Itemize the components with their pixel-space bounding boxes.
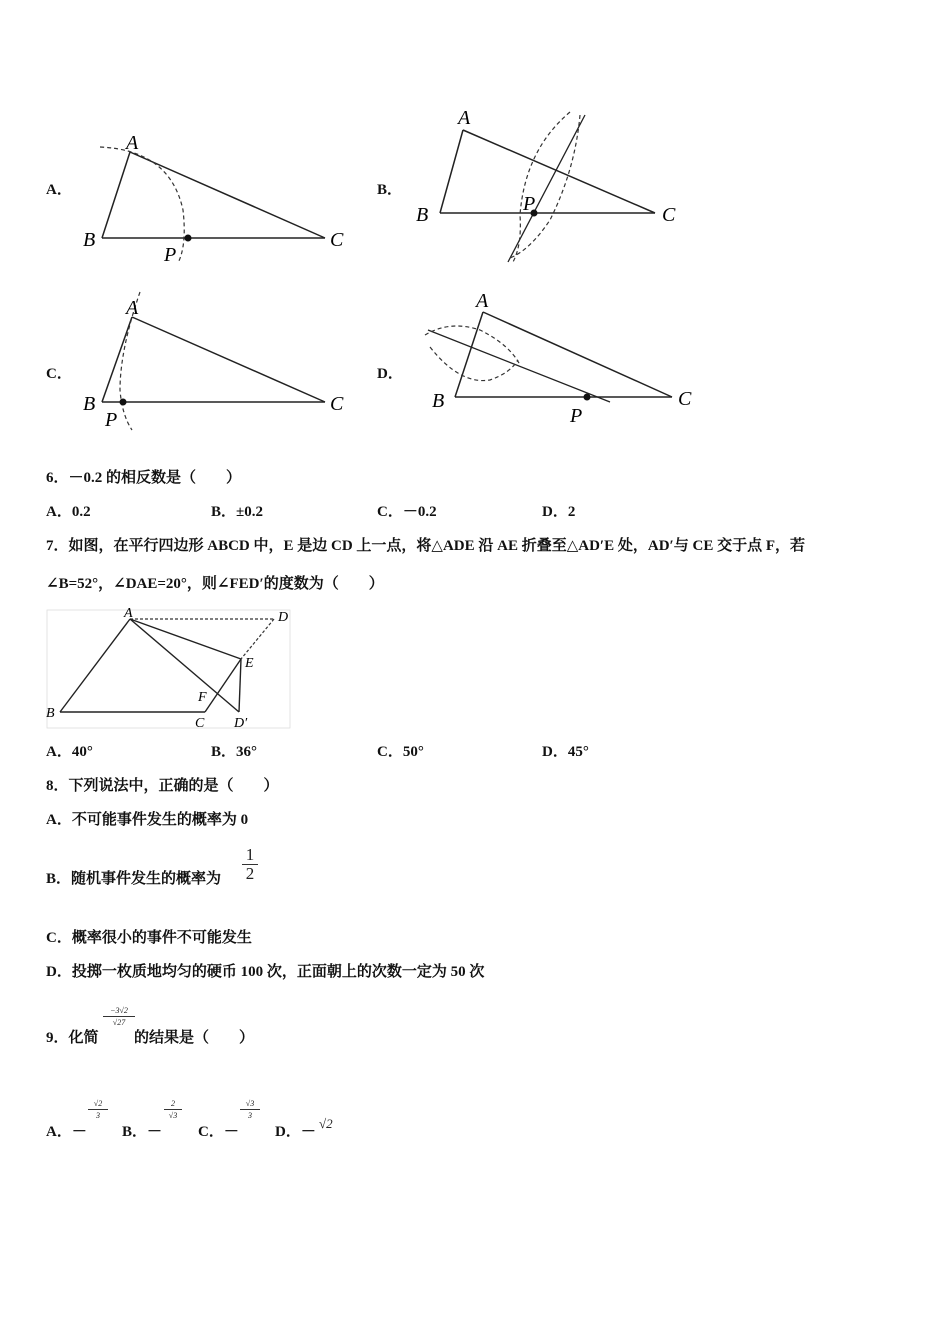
q6-option-b: B．±0.2 — [211, 504, 263, 520]
q7-point-a: A — [124, 606, 133, 621]
q7-point-c: C — [195, 716, 205, 731]
q9-option-a-denominator: 3 — [96, 1111, 100, 1120]
q7-stem-line1: 7．如图，在平行四边形 ABCD 中，E 是边 CD 上一点，将△ADE 沿 AE 折叠至△AD′E 处，AD′与 CE 交于点 F，若 — [46, 538, 806, 554]
q9-expression-denominator: √27 — [112, 1018, 126, 1027]
q7-point-e: E — [245, 656, 254, 671]
q6-option-a: A．0.2 — [46, 504, 91, 520]
q5c-point-b: B — [83, 393, 96, 415]
q9-option-b-denominator: √3 — [168, 1111, 178, 1120]
q5-option-c-label: C． — [46, 366, 72, 382]
q9-option-c-label: C．－ — [198, 1124, 239, 1140]
q6-option-c: C．－0.2 — [377, 504, 437, 520]
q5d-point-p: P — [570, 405, 583, 427]
q5c-point-c: C — [330, 393, 344, 415]
q5-option-a-label: A． — [46, 182, 72, 198]
q6-option-d: D．2 — [542, 504, 576, 520]
q9-option-b-label: B．－ — [122, 1124, 163, 1140]
q7-figure — [42, 605, 297, 733]
q9-expression-numerator: −3√2 — [103, 1005, 135, 1017]
q5a-point-b: B — [83, 229, 96, 251]
q7-option-d: D．45° — [542, 744, 589, 760]
q8-option-a: A．不可能事件发生的概率为 0 — [46, 812, 249, 828]
q5d-point-a: A — [476, 290, 489, 312]
q8-fraction-denominator: 2 — [245, 864, 255, 883]
q5b-point-c: C — [662, 204, 676, 226]
q9-stem-pre: 9．化简 — [46, 1030, 99, 1046]
q7-point-d-prime: D′ — [234, 716, 248, 731]
q7-option-b: B．36° — [211, 744, 258, 760]
q5-option-b-label: B． — [377, 182, 403, 198]
q9-option-a-fraction — [88, 1098, 108, 1121]
q5d-point-c: C — [678, 388, 692, 410]
q8-option-b-fraction — [242, 846, 258, 883]
q5-option-d-label: D． — [377, 366, 403, 382]
q7-stem-line2: ∠B=52°，∠DAE=20°，则∠FED′的度数为（ ） — [46, 576, 384, 592]
q5a-point-c: C — [330, 229, 344, 251]
q9-expression — [103, 1005, 135, 1028]
q5b-point-a: A — [458, 107, 471, 129]
q9-option-a-label: A．－ — [46, 1124, 87, 1140]
q5c-point-a: A — [126, 297, 139, 319]
q7-point-f: F — [198, 690, 207, 705]
q8-option-c: C．概率很小的事件不可能发生 — [46, 930, 252, 946]
q9-option-d-value: √2 — [319, 1116, 333, 1131]
q9-option-c-denominator: 3 — [248, 1111, 252, 1120]
q5a-point-p: P — [164, 244, 177, 266]
q5d-point-b: B — [432, 390, 445, 412]
q7-option-a: A．40° — [46, 744, 93, 760]
q9-option-a-numerator: √2 — [88, 1098, 108, 1110]
q5b-point-b: B — [416, 204, 429, 226]
q7-option-c: C．50° — [377, 744, 424, 760]
q5-figure-d — [410, 285, 710, 430]
q5-figure-c — [80, 290, 360, 435]
q5-figure-a — [80, 125, 360, 270]
q8-stem: 8．下列说法中，正确的是（ ） — [46, 778, 279, 794]
q5b-point-p: P — [523, 193, 536, 215]
q8-option-d: D．投掷一枚质地均匀的硬币 100 次，正面朝上的次数一定为 50 次 — [46, 964, 485, 980]
q9-option-c-fraction — [240, 1098, 260, 1121]
q5c-point-p: P — [105, 409, 118, 431]
q8-option-b: B．随机事件发生的概率为 — [46, 871, 222, 887]
q6-stem: 6．－0.2 的相反数是（ ） — [46, 470, 242, 486]
q9-option-b-numerator: 2 — [164, 1098, 182, 1110]
q7-point-b: B — [46, 706, 55, 721]
q7-point-d: D — [278, 610, 289, 625]
q5a-point-a: A — [126, 132, 139, 154]
q9-option-b-fraction — [164, 1098, 182, 1121]
q9-option-d-label: D．－ — [275, 1124, 316, 1140]
q9-option-c-numerator: √3 — [240, 1098, 260, 1110]
q5-figure-b — [410, 100, 700, 268]
q8-fraction-numerator: 1 — [242, 846, 258, 865]
q9-stem-post: 的结果是（ ） — [134, 1030, 255, 1046]
